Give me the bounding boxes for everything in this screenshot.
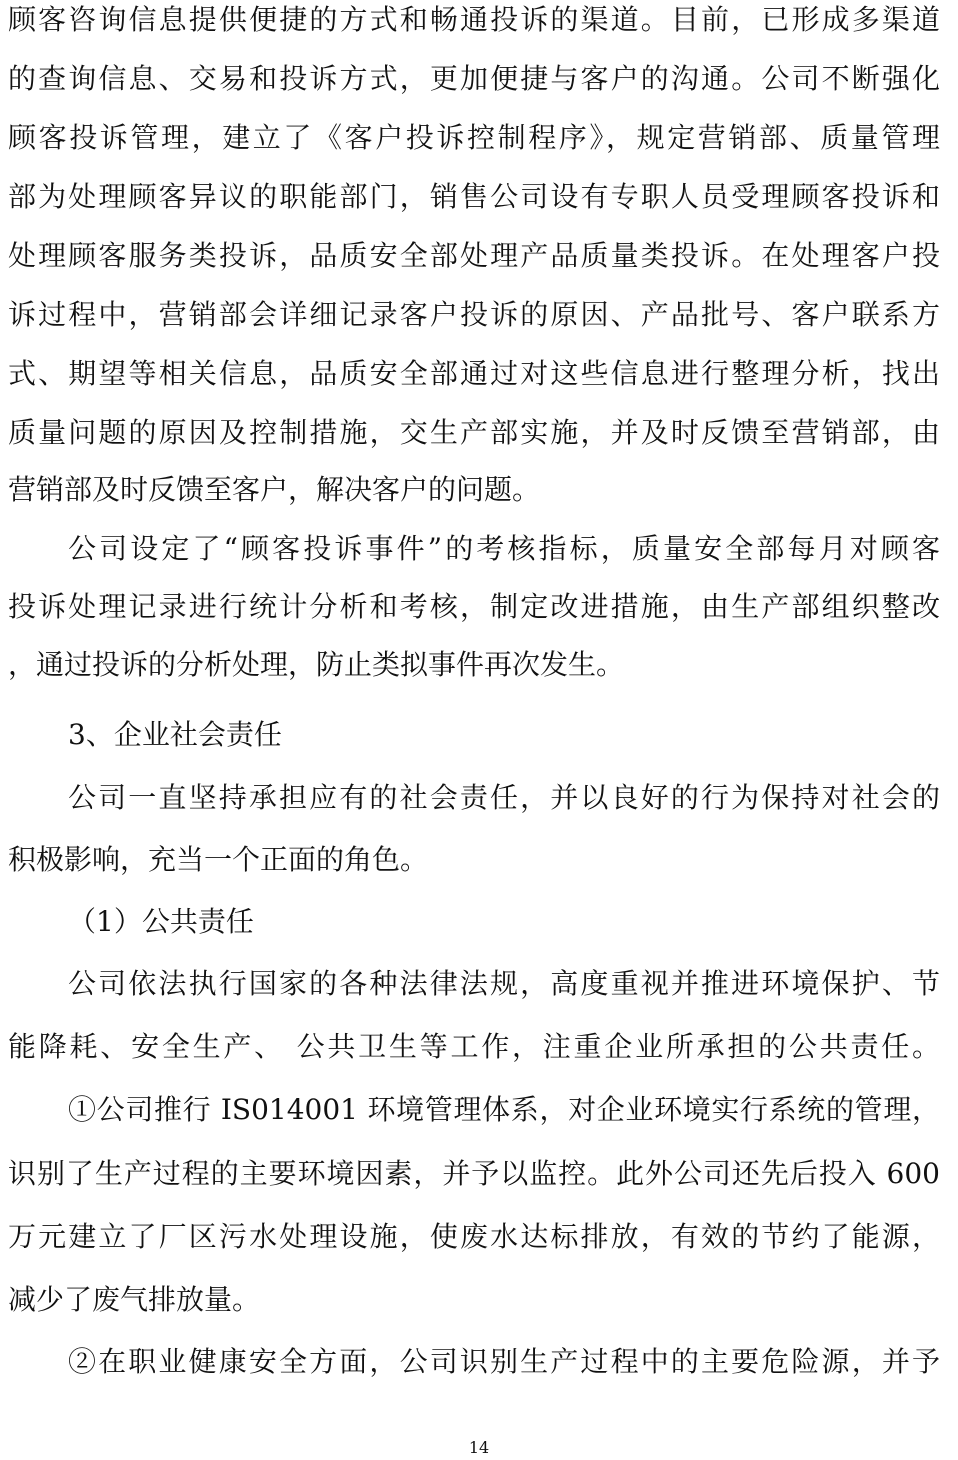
- text-line: 顾客投诉管理，建立了《客户投诉控制程序》，规定营销部、质量管理: [8, 121, 940, 154]
- text-line: 公司一直坚持承担应有的社会责任，并以良好的行为保持对社会的: [68, 781, 940, 814]
- page-number: 14: [468, 1438, 490, 1457]
- text-line: 万元建立了厂区污水处理设施，使废水达标排放，有效的节约了能源，: [8, 1220, 940, 1253]
- text-line: 顾客咨询信息提供便捷的方式和畅通投诉的渠道。目前，已形成多渠道: [8, 3, 940, 36]
- text-line: 投诉处理记录进行统计分析和考核，制定改进措施，由生产部组织整改: [8, 590, 940, 623]
- text-line: 质量问题的原因及控制措施，交生产部实施，并及时反馈至营销部，由: [8, 416, 940, 449]
- text-line: 公司依法执行国家的各种法律法规，高度重视并推进环境保护、节: [68, 967, 940, 1000]
- text-line: 识别了生产过程的主要环境因素，并予以监控。此外公司还先后投入 600: [8, 1157, 940, 1190]
- text-line: 部为处理顾客异议的职能部门，销售公司设有专职人员受理顾客投诉和: [8, 180, 940, 213]
- text-line: 公司设定了“顾客投诉事件”的考核指标，质量安全部每月对顾客: [68, 532, 940, 565]
- text-line: 的查询信息、交易和投诉方式，更加便捷与客户的沟通。公司不断强化: [8, 62, 940, 95]
- text-line: 诉过程中，营销部会详细记录客户投诉的原因、产品批号、客户联系方: [8, 298, 940, 331]
- section-heading: 3、企业社会责任: [68, 718, 282, 751]
- text-line: 能降耗、安全生产、 公共卫生等工作，注重企业所承担的公共责任。: [8, 1030, 940, 1063]
- text-line: 式、期望等相关信息，品质安全部通过对这些信息进行整理分析，找出: [8, 357, 940, 390]
- text-line: 减少了废气排放量。: [8, 1283, 261, 1316]
- text-line: ②在职业健康安全方面，公司识别生产过程中的主要危险源，并予: [68, 1345, 940, 1378]
- text-line: ，通过投诉的分析处理，防止类拟事件再次发生。: [8, 648, 625, 681]
- text-line: 处理顾客服务类投诉，品质安全部处理产品质量类投诉。在处理客户投: [8, 239, 940, 272]
- text-line: 积极影响，充当一个正面的角色。: [8, 843, 429, 876]
- text-line: 营销部及时反馈至客户，解决客户的问题。: [8, 473, 541, 506]
- text-line: ①公司推行 IS014001 环境管理体系，对企业环境实行系统的管理，: [68, 1093, 940, 1126]
- subsection-heading: （1）公共责任: [68, 905, 254, 938]
